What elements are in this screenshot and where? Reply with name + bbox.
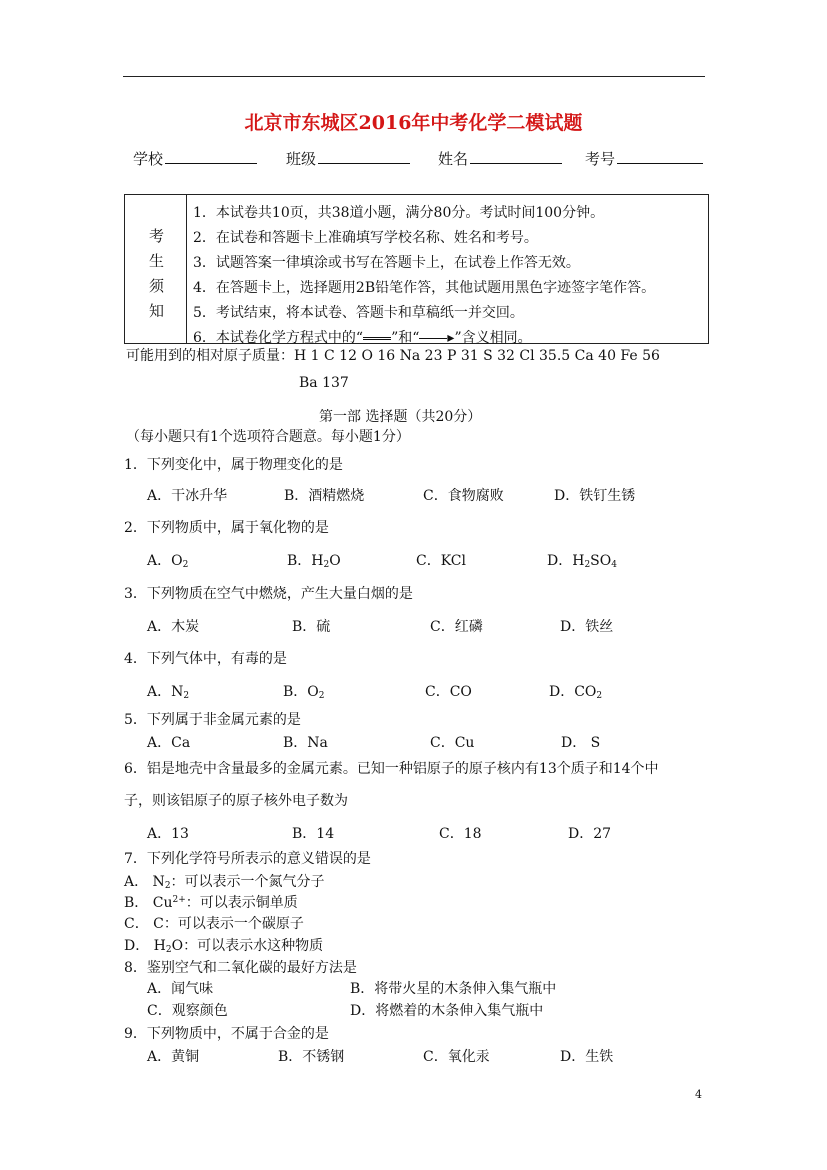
q3-option-a: A．木炭 — [147, 619, 200, 635]
q5-option-a: A．Ca — [147, 735, 191, 751]
page-number: 4 — [695, 1088, 702, 1101]
notice-item-2: 2．在试卷和答题卡上准确填写学校名称、姓名和考号。 — [193, 230, 538, 246]
q8-option-c: C．观察颜色 — [147, 1003, 228, 1019]
q1-option-a: A．干冰升华 — [147, 488, 228, 504]
q6-option-b: B．14 — [292, 826, 335, 842]
notice-head-3: 须 — [149, 277, 165, 295]
q1-option-d: D．铁钉生锈 — [554, 488, 636, 504]
q3-option-b: B．硫 — [292, 619, 331, 635]
notice-head-2: 生 — [149, 252, 165, 270]
q8-option-a: A．闻气味 — [147, 981, 214, 997]
id-field — [585, 148, 703, 169]
header-rule — [123, 76, 705, 77]
notice-item-3: 3．试题答案一律填涂或书写在答题卡上，在试卷上作答无效。 — [193, 255, 580, 271]
atomic-masses-cont: Ba 137 — [299, 375, 349, 391]
q8-option-d: D．将燃着的木条伸入集气瓶中 — [350, 1003, 544, 1019]
equals-sign-symbol — [363, 337, 391, 340]
q7-option-a: A． $N_2$：可以表示一个氮气分子 — [124, 874, 325, 891]
q8-option-b: B．将带火星的木条伸入集气瓶中 — [350, 981, 557, 997]
question-6-stem-cont: 子，则该铝原子的原子核外电子数为 — [124, 793, 348, 809]
q4-option-b: B．$O_2$ — [283, 684, 325, 701]
question-1-stem: 1．下列变化中，属于物理变化的是 — [124, 457, 343, 473]
name-label: 姓名 — [438, 150, 469, 168]
q5-option-c: C．Cu — [430, 735, 475, 751]
name-field — [438, 148, 562, 169]
q5-option-b: B．Na — [283, 735, 328, 751]
q1-option-b: B．酒精燃烧 — [284, 488, 365, 504]
q1-option-c: C．食物腐败 — [423, 488, 504, 504]
q2-option-c: C．KCl — [416, 553, 466, 569]
q9-option-d: D．生铁 — [560, 1049, 614, 1065]
q9-option-c: C．氧化汞 — [423, 1049, 490, 1065]
class-label: 班级 — [286, 150, 317, 168]
q2-option-b: B．$H_2O$ — [287, 553, 341, 570]
question-2-stem: 2．下列物质中，属于氧化物的是 — [124, 520, 329, 536]
q2-option-d: D．$H_2SO_4$ — [547, 553, 617, 570]
notice-item-6: 6．本试卷化学方程式中的“ ”和“ ▸”含义相同。 — [193, 330, 532, 346]
id-label: 考号 — [585, 150, 616, 168]
notice-head-4: 知 — [149, 302, 165, 320]
question-7-stem: 7．下列化学符号所表示的意义错误的是 — [124, 851, 371, 867]
q5-option-d: D． S — [561, 735, 601, 751]
q6-option-c: C．18 — [439, 826, 482, 842]
question-3-stem: 3．下列物质在空气中燃烧，产生大量白烟的是 — [124, 586, 413, 602]
question-6-stem: 6．铝是地壳中含量最多的金属元素。已知一种铝原子的原子核内有13个质子和14个中 — [124, 761, 659, 777]
q9-option-b: B．不锈钢 — [278, 1049, 345, 1065]
notice-item-4: 4．在答题卡上，选择题用2B铅笔作答，其他试题用黑色字迹签字笔作答。 — [193, 280, 656, 296]
section-note: （每小题只有1个选项符合题意。每小题1分） — [126, 429, 410, 445]
question-8-stem: 8．鉴别空气和二氧化碳的最好方法是 — [124, 960, 357, 976]
q6-option-a: A．13 — [147, 826, 189, 842]
q4-option-c: C．CO — [425, 684, 472, 700]
q7-option-c: C． C：可以表示一个碳原子 — [124, 916, 304, 932]
q7-option-d: D． $H_2O$：可以表示水这种物质 — [124, 938, 324, 955]
notice-item-5: 5．考试结束，将本试卷、答题卡和草稿纸一并交回。 — [193, 305, 524, 321]
question-4-stem: 4．下列气体中，有毒的是 — [124, 651, 287, 667]
exam-notice-box — [124, 194, 709, 344]
atomic-masses: 可能用到的相对原子质量：H 1 C 12 O 16 Na 23 P 31 S 32 Cl 35.5 Ca 40 Fe 56 — [126, 348, 660, 364]
question-5-stem: 5．下列属于非金属元素的是 — [124, 712, 301, 728]
class-field — [286, 148, 410, 169]
notice-item-1: 1．本试卷共10页，共38道小题，满分80分。考试时间100分钟。 — [193, 205, 605, 221]
q2-option-a: A．$O_2$ — [147, 553, 189, 570]
q6-option-d: D．27 — [568, 826, 612, 842]
q9-option-a: A．黄铜 — [147, 1049, 200, 1065]
question-9-stem: 9．下列物质中，不属于合金的是 — [124, 1026, 329, 1042]
arrow-symbol — [419, 338, 447, 339]
q4-option-a: A．$N_2$ — [147, 684, 190, 701]
section-title: 第一部 选择题（共20分） — [319, 409, 482, 425]
q3-option-d: D．铁丝 — [560, 619, 614, 635]
exam-title: 北京市东城区2016年中考化学二模试题 — [244, 112, 583, 134]
school-label: 学校 — [133, 150, 164, 168]
q3-option-c: C．红磷 — [430, 619, 483, 635]
q7-option-b: B． $Cu^{2+}$：可以表示铜单质 — [124, 895, 298, 911]
q4-option-d: D．$CO_2$ — [549, 684, 603, 701]
school-field — [133, 148, 257, 169]
notice-head-1: 考 — [149, 227, 165, 245]
